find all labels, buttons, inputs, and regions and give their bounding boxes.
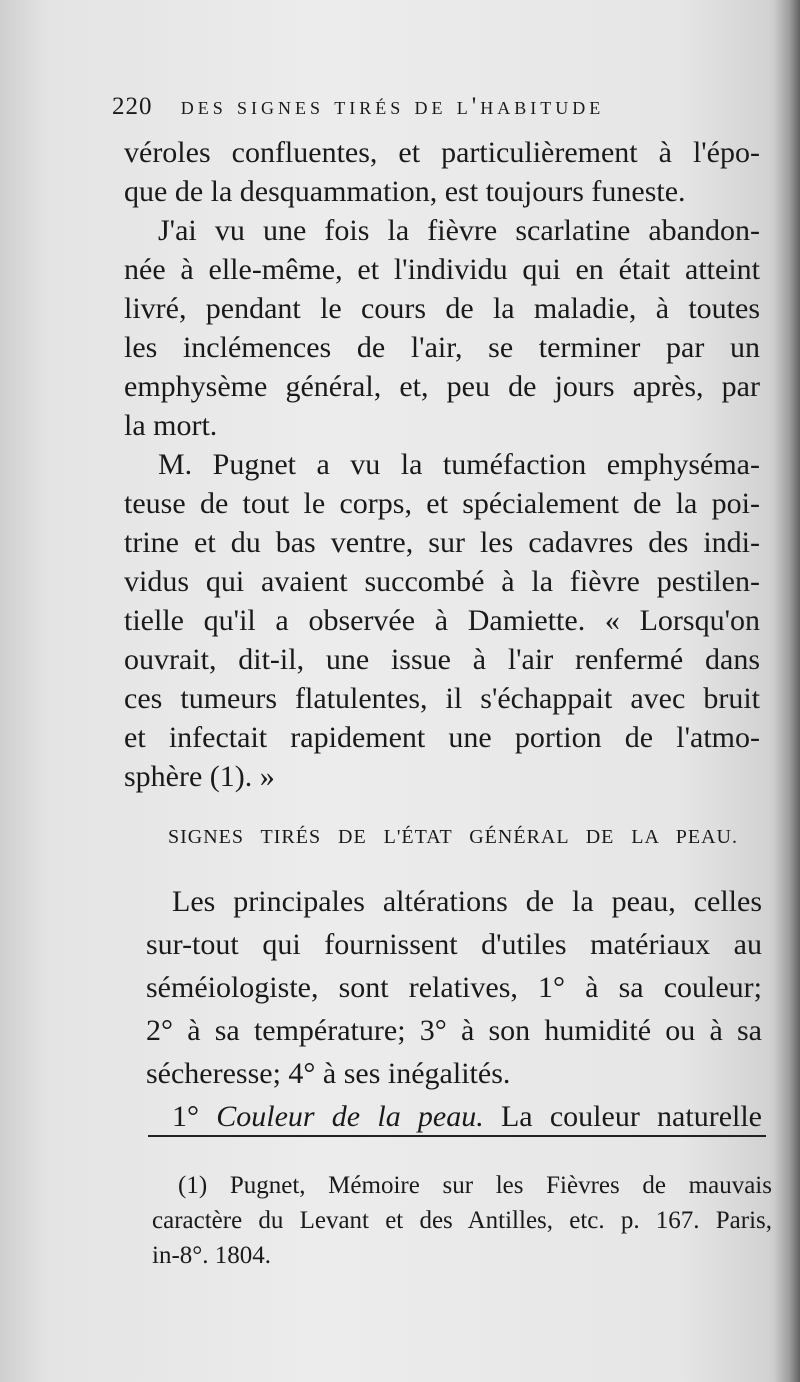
text-line: sur-tout qui fournissent d'utiles matériaux au — [146, 928, 762, 961]
footnote-line: (1) Pugnet, Mémoire sur les Fièvres de mauvais — [178, 1172, 772, 1199]
running-title: des signes tirés de l'habitude — [180, 93, 605, 120]
text-line: trine et du bas ventre, sur les cadavres des indi- — [124, 526, 760, 559]
section-paragraph — [146, 880, 762, 1138]
running-header — [112, 93, 692, 133]
text-line: la mort. — [124, 409, 218, 442]
text-line: sphère (1). » — [124, 760, 275, 793]
text-line: ces tumeurs flatulentes, il s'échappait avec bruit — [124, 682, 760, 715]
italic-subheading: Couleur de la peau. — [216, 1100, 484, 1133]
text-line: sécheresse; 4° à ses inégalités. — [146, 1057, 511, 1090]
text-line: et infectait rapidement une portion de l'atmo- — [124, 721, 760, 754]
text-line: livré, pendant le cours de la maladie, à toutes — [124, 292, 760, 325]
text-line-with-italic — [146, 1095, 762, 1138]
text-line: les inclémences de l'air, se terminer par un — [124, 331, 760, 364]
main-paragraphs — [124, 133, 760, 796]
text-line: vidus qui avaient succombé à la fièvre pestilen- — [124, 565, 760, 598]
line-prefix: 1° — [172, 1100, 199, 1133]
footnote — [152, 1168, 772, 1273]
text-line: teuse de tout le corps, et spécialement de la poi- — [124, 487, 760, 520]
text-line: J'ai vu une fois la fièvre scarlatine abandon- — [158, 214, 760, 247]
page-number: 220 — [112, 93, 153, 120]
text-line: née à elle-même, et l'individu qui en était atteint — [124, 253, 760, 286]
text-line: séméiologiste, sont relatives, 1° à sa couleur; — [146, 971, 762, 1004]
page-gutter-shadow — [774, 0, 800, 1382]
text-line: tielle qu'il a observée à Damiette. « Lorsqu'on — [124, 604, 760, 637]
text-line: emphysème général, et, peu de jours après, par — [124, 370, 760, 403]
text-line: 2° à sa température; 3° à son humidité ou à sa — [146, 1014, 762, 1047]
footnote-line: in-8°. 1804. — [152, 1242, 272, 1269]
text-line: Les principales altérations de la peau, celles — [172, 885, 762, 918]
text-line: véroles confluentes, et particulièrement à l'épo- — [124, 136, 760, 169]
line-rest: La couleur naturelle — [500, 1100, 762, 1133]
section-heading: SIGNES TIRÉS DE L'ÉTAT GÉNÉRAL DE LA PEAU. — [168, 826, 738, 848]
text-line: M. Pugnet a vu la tuméfaction emphyséma- — [158, 448, 760, 481]
footnote-line: caractère du Levant et des Antilles, etc. p. 167. Paris, — [152, 1207, 772, 1234]
footnote-rule — [148, 1135, 766, 1137]
text-line: que de la desquammation, est toujours funeste. — [124, 175, 686, 208]
text-line: ouvrait, dit-il, une issue à l'air renfermé dans — [124, 643, 760, 676]
